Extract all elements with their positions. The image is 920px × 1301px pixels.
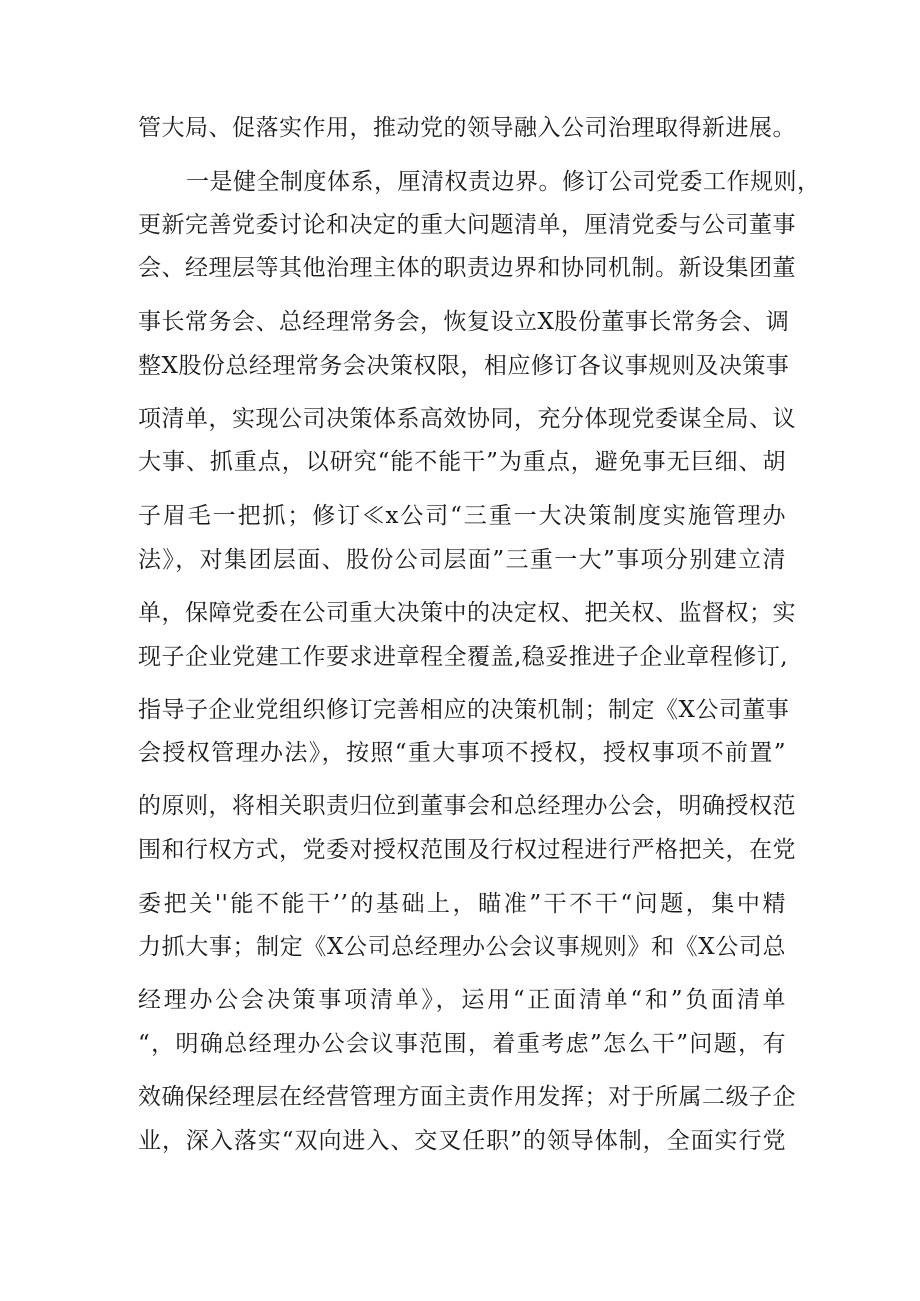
paragraph-line: 效确保经理层在经营管理方面主责作用发挥；对于所属二级子企 [138,1084,796,1110]
paragraph-line: 一是健全制度体系，厘清权责边界。修订公司党委工作规则， [186,169,821,195]
paragraph-line: 力抓大事；制定《X公司总经理办公会议事规则》和《X公司总 [138,934,786,960]
paragraph-line: 现子企业党建工作要求进章程全覆盖,稳妥推进子企业章程修订, [138,644,789,670]
paragraph-line: 经理办公会决策事项清单》，运用“正面清单“和”负面清单 [138,987,786,1013]
paragraph-line: 会授权管理办法》，按照“重大事项不授权，授权事项不前置” [138,740,786,766]
paragraph-line: 项清单，实现公司决策体系高效协同，充分体现党委谋全局、议 [138,406,796,432]
paragraph-line: 事长常务会、总经理常务会，恢复设立X股份董事长常务会、调 [138,309,790,335]
paragraph-line: 的原则，将相关职责归位到董事会和总经理办公会，明确授权范 [138,793,796,819]
paragraph-line: 大事、抓重点，以研究“能不能干”为重点，避免事无巨细、胡 [138,449,786,475]
paragraph-line: 会、经理层等其他治理主体的职责边界和协同机制。新设集团董 [138,255,796,281]
paragraph-line: 围和行权方式，党委对授权范围及行权过程进行严格把关，在党 [138,837,796,863]
paragraph-line: 指导子企业党组织修订完善相应的决策机制；制定《X公司董事 [138,697,790,723]
paragraph-line: 法》，对集团层面、股份公司层面”三重一大”事项分别建立清 [138,547,786,573]
paragraph-line: 整X股份总经理常务会决策权限，相应修订各议事规则及决策事 [138,353,790,379]
paragraph-line: 管大局、促落实作用，推动党的领导融入公司治理取得新进展。 [138,115,796,141]
paragraph-line: “，明确总经理办公会议事范围，着重考虑”怎么干”问题，有 [138,1031,786,1057]
paragraph-line: 子眉毛一把抓；修订≪x公司“三重一大决策制度实施管理办 [138,503,786,529]
paragraph-line: 更新完善党委讨论和决定的重大问题清单，厘清党委与公司董事 [138,212,796,238]
paragraph-line: 业，深入落实“双向进入、交叉任职”的领导体制，全面实行党 [138,1128,786,1154]
paragraph-line: 单，保障党委在公司重大决策中的决定权、把关权、监督权；实 [138,600,796,626]
paragraph-line: 委把关''能不能干’’的基础上，瞄准”干不干“问题，集中精 [138,891,786,917]
